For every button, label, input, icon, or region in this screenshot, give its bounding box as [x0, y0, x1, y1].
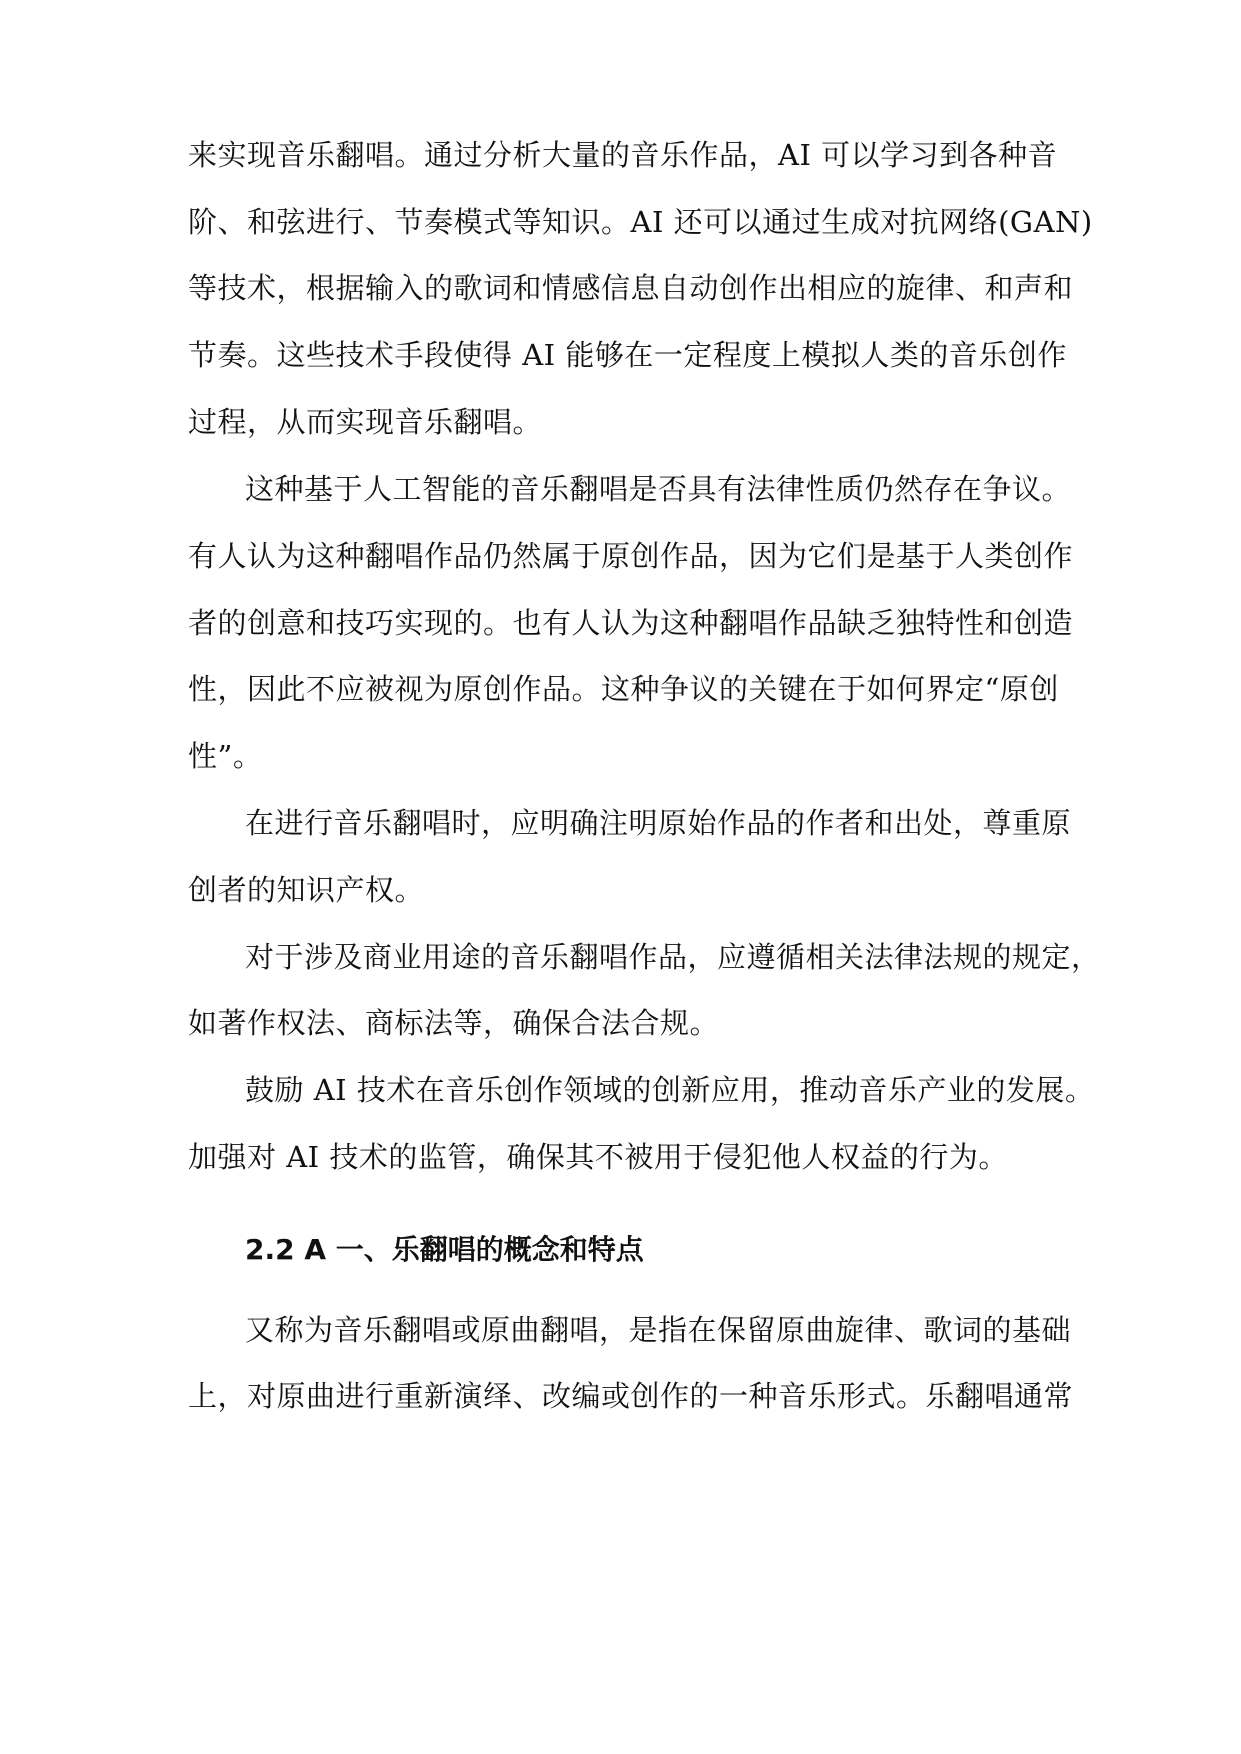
paragraph-start-line: 对于涉及商业用途的音乐翻唱作品，应遵循相关法律法规的规定，: [245, 940, 1101, 974]
section-heading: 2.2 A 一、乐翻唱的概念和特点: [245, 1233, 644, 1266]
paragraph-start-line: 鼓励 AI 技术在音乐创作领域的创新应用，推动音乐产业的发展。: [245, 1073, 1095, 1107]
text-line: 性”。: [188, 739, 263, 773]
text-line: 有人认为这种翻唱作品仍然属于原创作品，因为它们是基于人类创作: [188, 539, 1074, 573]
text-line: 创者的知识产权。: [188, 873, 425, 907]
text-line: 加强对 AI 技术的监管，确保其不被用于侵犯他人权益的行为。: [188, 1140, 1008, 1174]
text-line: 来实现音乐翻唱。通过分析大量的音乐作品，AI 可以学习到各种音: [188, 138, 1058, 172]
text-line: 过程，从而实现音乐翻唱。: [188, 405, 543, 439]
paragraph-start-line: 又称为音乐翻唱或原曲翻唱，是指在保留原曲旋律、歌词的基础: [245, 1313, 1072, 1347]
text-line: 性，因此不应被视为原创作品。这种争议的关键在于如何界定“原创: [188, 672, 1059, 706]
text-line: 如著作权法、商标法等，确保合法合规。: [188, 1006, 720, 1040]
text-line: 上，对原曲进行重新演绎、改编或创作的一种音乐形式。乐翻唱通常: [188, 1379, 1074, 1413]
paragraph-start-line: 这种基于人工智能的音乐翻唱是否具有法律性质仍然存在争议。: [245, 472, 1072, 506]
paragraph-start-line: 在进行音乐翻唱时，应明确注明原始作品的作者和出处，尊重原: [245, 806, 1072, 840]
text-line: 阶、和弦进行、节奏模式等知识。AI 还可以通过生成对抗网络(GAN): [188, 205, 1093, 239]
text-line: 节奏。这些技术手段使得 AI 能够在一定程度上模拟人类的音乐创作: [188, 338, 1067, 372]
text-line: 者的创意和技巧实现的。也有人认为这种翻唱作品缺乏独特性和创造: [188, 606, 1074, 640]
text-line: 等技术，根据输入的歌词和情感信息自动创作出相应的旋律、和声和: [188, 271, 1074, 305]
